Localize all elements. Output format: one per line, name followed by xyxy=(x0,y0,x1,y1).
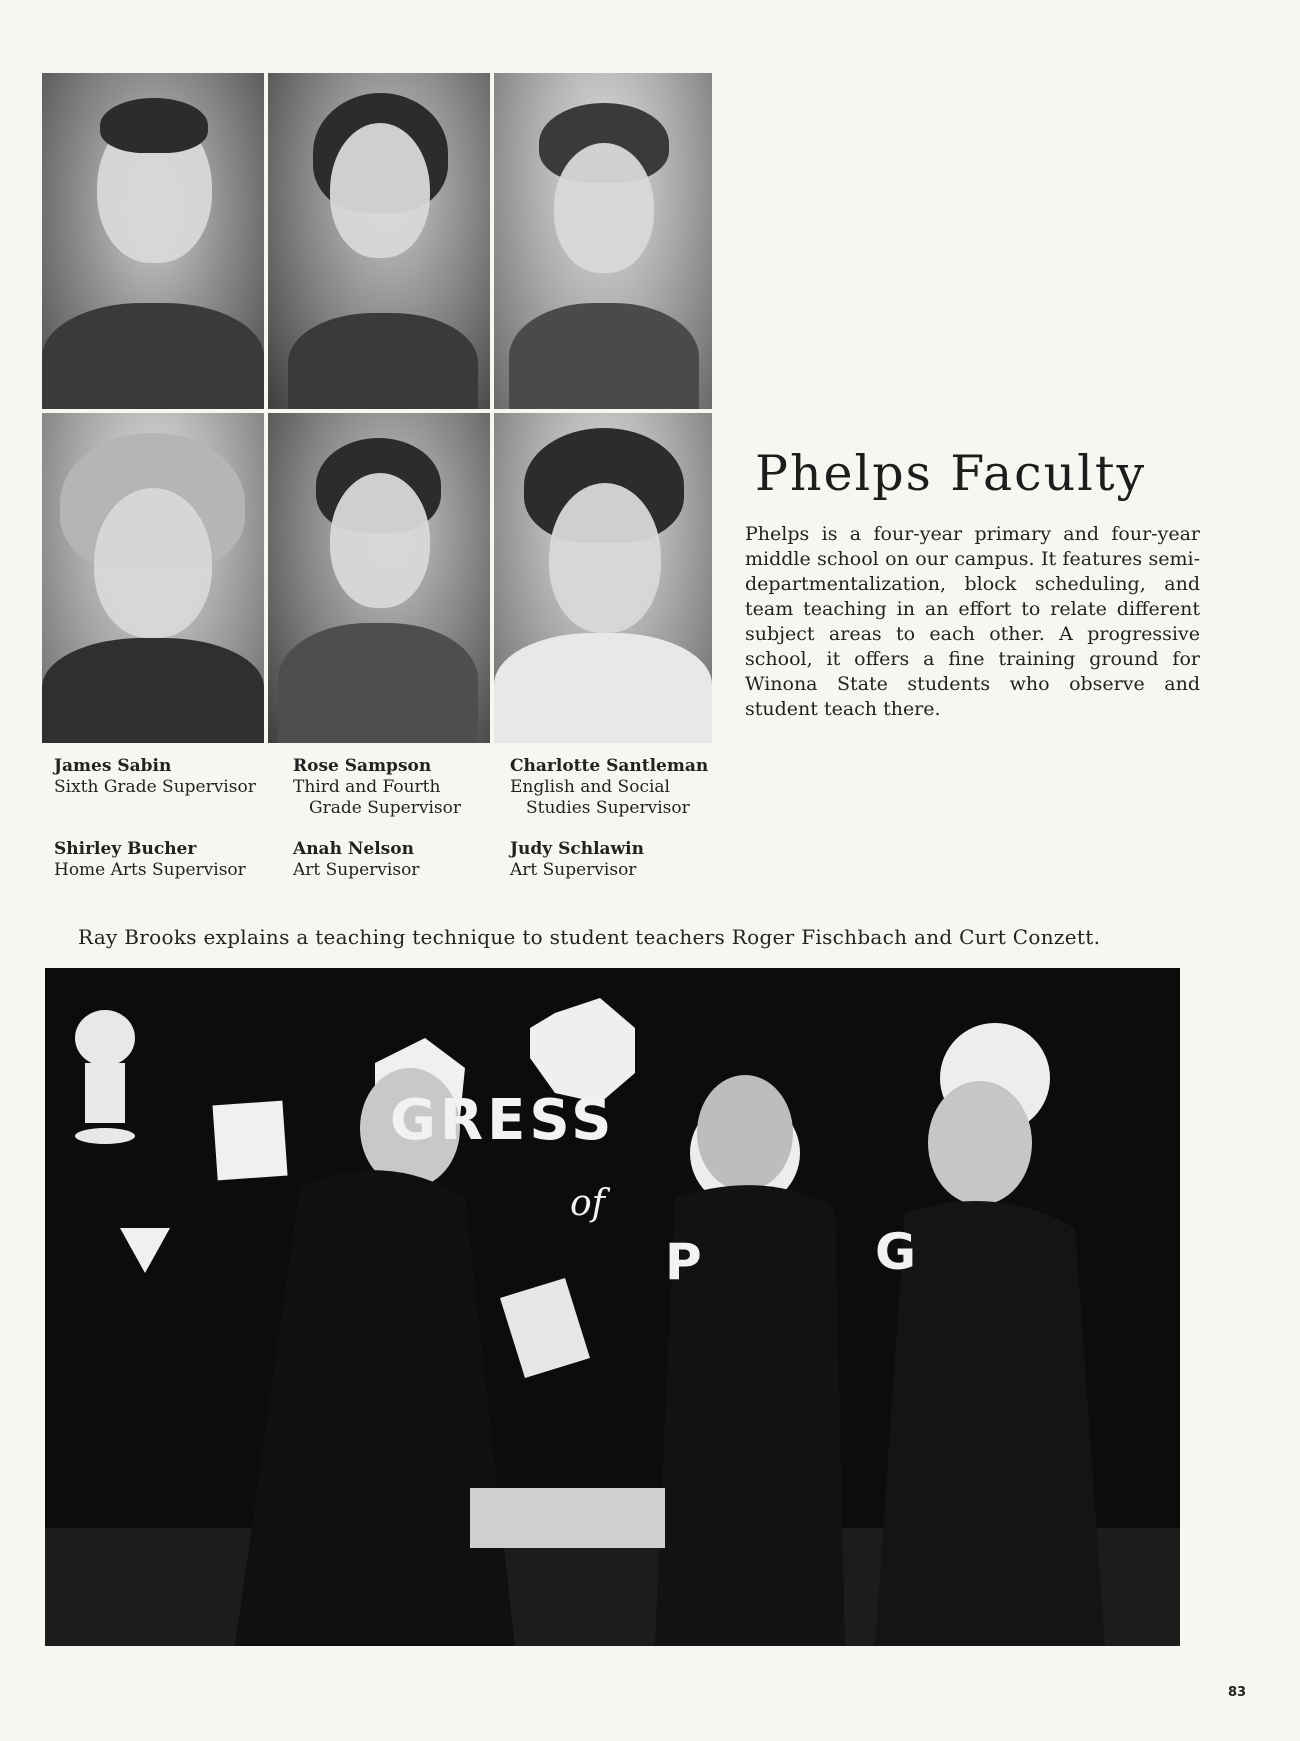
faculty-caption xyxy=(510,839,730,881)
faculty-role: Art Supervisor xyxy=(293,860,420,880)
faculty-name: Shirley Bucher xyxy=(54,839,197,859)
portrait-photo xyxy=(268,73,490,409)
table-item xyxy=(470,1488,665,1548)
page-title: Phelps Faculty xyxy=(755,445,1147,502)
faculty-caption xyxy=(293,839,513,881)
board-word-gress: GRESS xyxy=(390,1088,616,1153)
board-letter-g: G xyxy=(875,1223,917,1281)
classroom-photo xyxy=(45,968,1180,1646)
faculty-caption xyxy=(54,839,284,881)
page-number: 83 xyxy=(1228,1685,1247,1700)
faculty-role: Art Supervisor xyxy=(510,860,637,880)
portrait-photo xyxy=(42,413,264,743)
portrait-photo xyxy=(268,413,490,743)
faculty-role: Sixth Grade Supervisor xyxy=(54,777,256,797)
classroom-scene xyxy=(45,968,1180,1646)
faculty-name: Charlotte Santleman xyxy=(510,756,709,776)
faculty-caption xyxy=(510,756,720,819)
board-letter-p: P xyxy=(665,1233,702,1291)
faculty-caption xyxy=(293,756,493,819)
faculty-caption xyxy=(54,756,274,798)
faculty-role: Third and Fourth Grade Supervisor xyxy=(293,777,461,818)
board-word-of: of xyxy=(570,1183,605,1224)
square-shape xyxy=(213,1101,288,1181)
portrait-photo xyxy=(42,73,264,409)
faculty-role: Home Arts Supervisor xyxy=(54,860,246,880)
intro-paragraph: Phelps is a four-year primary and four-year middle school on our campus. It features semi-departmentalization, block scheduling, and team teaching in an effort to relate different subject areas to each other. A progressive school, it offers a fine training ground for Winona State students who observe and student teach there. xyxy=(745,523,1200,720)
photo-caption: Ray Brooks explains a teaching technique to student teachers Roger Fischbach and Curt Conzett. xyxy=(78,925,1101,949)
faculty-name: Rose Sampson xyxy=(293,756,432,776)
faculty-name: Judy Schlawin xyxy=(510,839,644,859)
portrait-photo xyxy=(494,413,712,743)
faculty-name: Anah Nelson xyxy=(293,839,414,859)
faculty-role: English and Social Studies Supervisor xyxy=(510,777,690,818)
faculty-name: James Sabin xyxy=(54,756,172,776)
portrait-photo xyxy=(494,73,712,409)
